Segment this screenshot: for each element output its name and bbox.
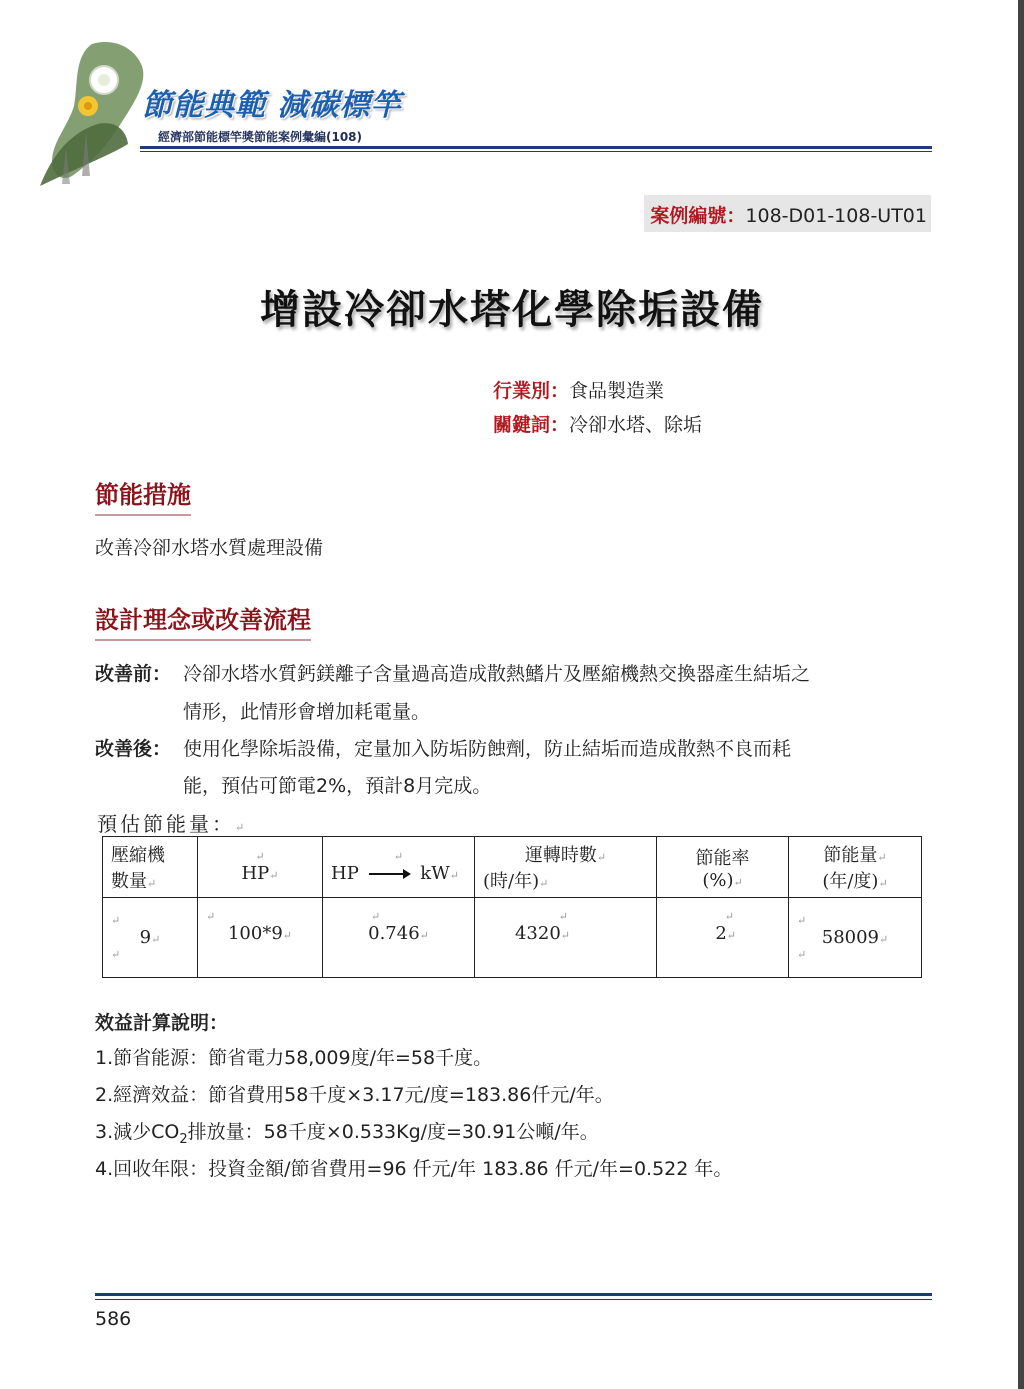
after-text-line2: 能，預估可節電2%，預計8月完成。 <box>183 775 492 797</box>
paragraph-mark-icon: ↵ <box>371 910 381 923</box>
industry-label: 行業別： <box>493 380 570 402</box>
paragraph-mark-icon: ↵ <box>733 875 743 889</box>
cell-compressor-count <box>103 898 198 978</box>
paragraph-mark-icon: ↵ <box>111 914 121 927</box>
cell-hours <box>475 898 657 978</box>
benefit-item-economic: 2.經濟效益：節省費用58千度×3.17元/度=183.86仟元/年。 <box>95 1084 614 1106</box>
col-hp-to-kw <box>323 837 475 898</box>
paragraph-mark-icon: ↵ <box>560 929 570 942</box>
paragraph-mark-icon: ↵ <box>797 948 807 961</box>
keywords-value: 冷卻水塔、除垢 <box>569 414 703 436</box>
col-hp <box>198 837 323 898</box>
paragraph-mark-icon: ↵ <box>206 910 216 923</box>
cell-compressor-count-value: 9 <box>139 927 152 948</box>
before-text-line1: 冷卻水塔水質鈣鎂離子含量過高造成散熱鰭片及壓縮機熱交換器產生結垢之 <box>183 663 811 685</box>
col-compressor-line2: 數量 <box>111 871 147 892</box>
section-heading-measures: 節能措施 <box>95 475 191 516</box>
paragraph-mark-icon: ↵ <box>147 877 157 890</box>
col-compressor-line1: 壓縮機 <box>111 845 165 866</box>
paragraph-mark-icon: ↵ <box>877 851 887 864</box>
after-label: 改善後： <box>95 738 172 760</box>
benefit-item-energy: 1.節省能源：節省電力58,009度/年=58千度。 <box>95 1047 493 1069</box>
cell-rate-value: 2 <box>715 923 727 944</box>
paragraph-mark-icon: ↵ <box>878 877 888 890</box>
cell-hp-value: 100*9 <box>227 923 283 944</box>
col-hours-line1: 運轉時數 <box>524 845 597 866</box>
header-divider-thin <box>140 151 932 152</box>
col-saving-line2: (年/度) <box>822 871 879 892</box>
industry-line <box>493 376 664 403</box>
cell-hours-value: 4320 <box>514 923 561 944</box>
taiwan-leaf-logo-icon <box>22 36 152 186</box>
paragraph-mark-icon: ↵ <box>726 929 736 942</box>
industry-value: 食品製造業 <box>569 380 665 402</box>
before-label: 改善前： <box>95 663 172 685</box>
benefit-heading: 效益計算說明： <box>95 1012 229 1034</box>
col-hp-kw-right: kW <box>420 863 450 884</box>
col-saving <box>789 837 922 898</box>
case-number-box <box>644 195 931 232</box>
col-rate-line2: (%) <box>702 869 734 891</box>
col-rate <box>657 837 789 898</box>
paragraph-mark-icon: ↵ <box>879 933 889 946</box>
cell-factor-value: 0.746 <box>368 923 420 944</box>
paragraph-mark-icon: ↵ <box>449 869 459 882</box>
before-text-line2: 情形，此情形會增加耗電量。 <box>183 701 431 723</box>
brand-title: 節能典範 減碳標竿 <box>142 88 402 123</box>
paragraph-mark-icon: ↵ <box>235 821 245 834</box>
paragraph-mark-icon: ↵ <box>111 948 121 961</box>
case-number-label: 案例編號： <box>650 205 746 227</box>
cell-saving <box>789 898 922 978</box>
case-number-value: 108-D01-108-UT01 <box>745 205 927 227</box>
brand-subtitle: 經濟部節能標竿獎節能案例彙編(108) <box>158 130 363 144</box>
paragraph-mark-icon: ↵ <box>797 914 807 927</box>
paragraph-mark-icon: ↵ <box>393 850 404 863</box>
paragraph-mark-icon: ↵ <box>269 869 279 882</box>
paragraph-mark-icon: ↵ <box>419 929 429 942</box>
col-hp-label: HP <box>241 863 270 884</box>
section-heading-design: 設計理念或改善流程 <box>95 600 311 641</box>
col-compressor-count <box>103 837 198 898</box>
col-hours <box>475 837 657 898</box>
benefit-co2-subscript: 2 <box>179 1131 188 1147</box>
paragraph-mark-icon: ↵ <box>282 929 293 942</box>
col-hours-line2: (時/年) <box>483 871 540 892</box>
footer-divider-thin <box>95 1299 932 1300</box>
page-title: 增設冷卻水塔化學除垢設備 <box>260 287 764 333</box>
savings-table <box>102 836 922 978</box>
benefit-item-co2 <box>95 1117 599 1147</box>
col-hp-kw-left: HP <box>331 863 359 884</box>
footer-divider <box>95 1293 932 1296</box>
measures-text: 改善冷卻水塔水質處理設備 <box>95 537 324 559</box>
arrow-right-icon <box>369 868 411 880</box>
cell-rate <box>657 898 789 978</box>
table-header-row <box>103 837 922 898</box>
page-edge <box>1018 0 1024 1389</box>
cell-hp <box>198 898 323 978</box>
paragraph-mark-icon: ↵ <box>151 933 161 946</box>
cell-factor <box>323 898 475 978</box>
after-text-line1: 使用化學除垢設備，定量加入防垢防蝕劑，防止結垢而造成散熱不良而耗 <box>183 738 792 760</box>
estimate-label-text: 預估節能量： <box>97 812 235 836</box>
benefit-item-payback: 4.回收年限：投資金額/節省費用=96 仟元/年 183.86 仟元/年=0.522 年。 <box>95 1158 733 1180</box>
paragraph-mark-icon: ↵ <box>255 850 265 863</box>
page-number: 586 <box>95 1308 132 1330</box>
cell-saving-value: 58009 <box>821 927 880 948</box>
keywords-line <box>493 410 702 437</box>
benefit-co2-suffix: 排放量：58千度×0.533Kg/度=30.91公噸/年。 <box>187 1121 599 1143</box>
benefit-co2-prefix: 3.減少CO <box>95 1121 180 1143</box>
estimate-label <box>97 808 244 837</box>
paragraph-mark-icon: ↵ <box>596 851 607 864</box>
paragraph-mark-icon: ↵ <box>724 910 734 923</box>
paragraph-mark-icon: ↵ <box>539 877 549 890</box>
paragraph-mark-icon: ↵ <box>558 910 568 923</box>
col-rate-line1: 節能率 <box>695 847 750 869</box>
header-divider <box>140 146 932 149</box>
col-saving-line1: 節能量 <box>823 845 878 866</box>
keywords-label: 關鍵詞： <box>493 414 570 436</box>
table-row <box>103 898 922 978</box>
